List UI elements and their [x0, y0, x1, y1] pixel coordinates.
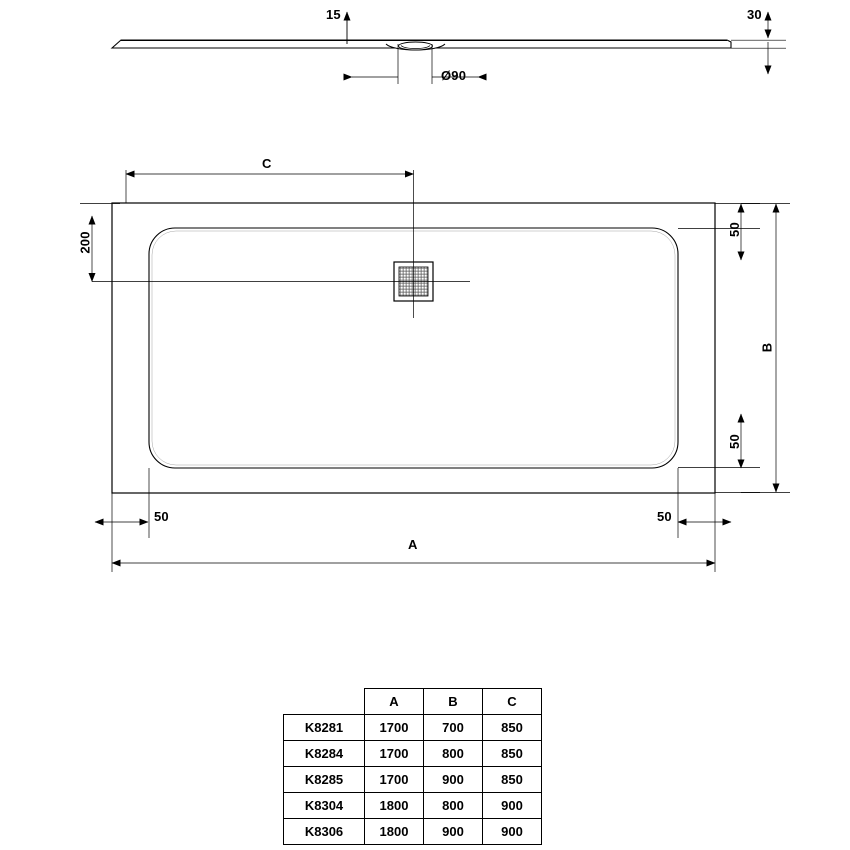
- table-cell-a: 1800: [365, 819, 424, 845]
- table-header-a: A: [365, 689, 424, 715]
- table-cell-code: K8304: [284, 793, 365, 819]
- table-cell-code: K8285: [284, 767, 365, 793]
- table-cell-b: 700: [424, 715, 483, 741]
- table-cell-a: 1800: [365, 793, 424, 819]
- plan-dim-c: [126, 170, 414, 203]
- table-cell-a: 1700: [365, 715, 424, 741]
- table-cell-c: 850: [483, 741, 542, 767]
- table-cell-c: 900: [483, 793, 542, 819]
- table-row: [284, 819, 542, 845]
- table-cell-a: 1700: [365, 741, 424, 767]
- dim-label-50-bottom-left: 50: [154, 509, 169, 524]
- dim-label-15: 15: [326, 7, 341, 22]
- table-cell-c: 850: [483, 715, 542, 741]
- dim-label-200: 200: [77, 231, 93, 254]
- table-row: [284, 741, 542, 767]
- dim-label-a: A: [408, 537, 418, 552]
- dimensions-table: [283, 688, 542, 845]
- dim-label-30: 30: [747, 7, 762, 22]
- dim-label-50-right-bottom: 50: [726, 434, 742, 449]
- table-cell-code: K8306: [284, 819, 365, 845]
- dim-label-b: B: [759, 342, 775, 353]
- side-view: [112, 40, 731, 50]
- table-header-blank: [284, 689, 365, 715]
- table-cell-c: 850: [483, 767, 542, 793]
- table-header-row: [284, 689, 542, 715]
- table-cell-a: 1700: [365, 767, 424, 793]
- dim-label-waste-diameter: Ø90: [441, 68, 467, 83]
- table-cell-b: 900: [424, 819, 483, 845]
- table-cell-code: K8284: [284, 741, 365, 767]
- table-row: [284, 767, 542, 793]
- table-header-c: C: [483, 689, 542, 715]
- table-row: [284, 793, 542, 819]
- table-cell-b: 900: [424, 767, 483, 793]
- table-row: [284, 715, 542, 741]
- table-cell-c: 900: [483, 819, 542, 845]
- table-cell-b: 800: [424, 793, 483, 819]
- dim-label-50-right-top: 50: [726, 222, 742, 237]
- table-cell-code: K8281: [284, 715, 365, 741]
- table-header-b: B: [424, 689, 483, 715]
- dim-label-c: C: [262, 156, 272, 171]
- dim-label-50-bottom-right: 50: [657, 509, 672, 524]
- table-cell-b: 800: [424, 741, 483, 767]
